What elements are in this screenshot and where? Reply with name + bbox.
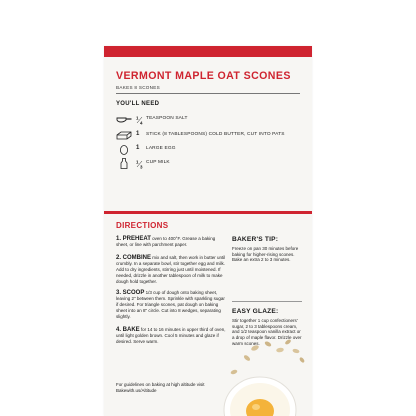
directions-heading: DIRECTIONS	[116, 221, 169, 230]
step-text: mix and salt, then work in butter until crumbly. In a separate bowl, stir together egg and milk. Add to dry ingredients, stirring just until moistened. If needed, drizzle in another tablespoon of milk to make dough hold together.	[116, 255, 226, 284]
egg-bowl-photo	[222, 338, 312, 416]
ingredient-quantity: 1	[136, 145, 140, 151]
red-top-bar	[104, 46, 312, 57]
fraction-numerator: 1	[136, 159, 139, 165]
bakers-tip-heading: BAKER'S TIP:	[232, 236, 279, 243]
butter-stick-icon	[116, 130, 132, 141]
ingredient-row	[116, 158, 306, 168]
divider	[232, 301, 302, 302]
ingredient-row	[116, 144, 306, 154]
direction-step	[116, 236, 226, 248]
ingredient-quantity	[136, 115, 144, 127]
easy-glaze-text: Stir together 1 cup confectioners' sugar, 2 to 3 tablespoons cream, and 1/2 teaspoon vanilla extract or a drop of maple flavor. Drizzle over warm scones.	[232, 318, 302, 346]
step-text: oven to 400°F. Grease a baking sheet, or line with parchment paper.	[116, 236, 216, 247]
direction-step	[116, 290, 226, 320]
fraction-glyph	[136, 159, 144, 169]
easy-glaze-heading: EASY GLAZE:	[232, 308, 279, 315]
direction-step	[116, 327, 226, 345]
ingredient-text: STICK (8 TABLESPOONS) COLD BUTTER, CUT INTO PATS	[146, 132, 285, 137]
fraction-glyph	[136, 115, 144, 125]
measuring-spoon-icon	[116, 114, 132, 125]
ingredient-text: TEASPOON SALT	[146, 116, 188, 121]
yield-text: BAKES 8 SCONES	[116, 85, 161, 90]
ingredient-quantity: 1	[136, 131, 140, 137]
direction-step	[116, 255, 226, 285]
altitude-footnote: For guidelines on baking at high altitude visit Bakewith.us/Altitude	[116, 382, 205, 393]
ingredient-row	[116, 130, 306, 140]
bakers-tip-text: Freeze on pan 30 minutes before baking for higher-rising scones. Bake an extra 2 to 3 minutes.	[232, 246, 299, 263]
red-divider-band	[104, 211, 312, 214]
milk-bottle-icon	[116, 158, 132, 169]
ingredient-text: CUP MILK	[146, 160, 170, 165]
recipe-title: VERMONT MAPLE OAT SCONES	[116, 70, 291, 82]
step-lead: 2. COMBINE	[116, 255, 152, 261]
recipe-card	[104, 46, 312, 416]
ingredient-quantity	[136, 159, 144, 171]
ingredient-row	[116, 114, 306, 124]
step-text: 1/3 cup of dough onto baking sheet, leaving 2" between them. Sprinkle with sparkling sugar if desired. For triangle scones, pat dough on baking sheet into an 8" circle. Cut into 8 wedges, separating slightly.	[116, 290, 225, 319]
fraction-numerator: 1	[136, 115, 139, 121]
you-will-need-heading: YOU'LL NEED	[116, 101, 160, 107]
step-lead: 3. SCOOP	[116, 290, 145, 296]
ingredient-text: LARGE EGG	[146, 146, 176, 151]
fraction-denominator: 3	[140, 164, 143, 169]
step-lead: 1. PREHEAT	[116, 236, 151, 242]
divider	[116, 93, 300, 94]
step-lead: 4. BAKE	[116, 327, 140, 333]
step-text: for 14 to 16 minutes in upper third of oven, until light golden brown. Cool 5 minutes and glaze if desired. Serve warm.	[116, 327, 226, 344]
fraction-denominator: 4	[140, 120, 143, 125]
egg-icon	[116, 144, 132, 155]
